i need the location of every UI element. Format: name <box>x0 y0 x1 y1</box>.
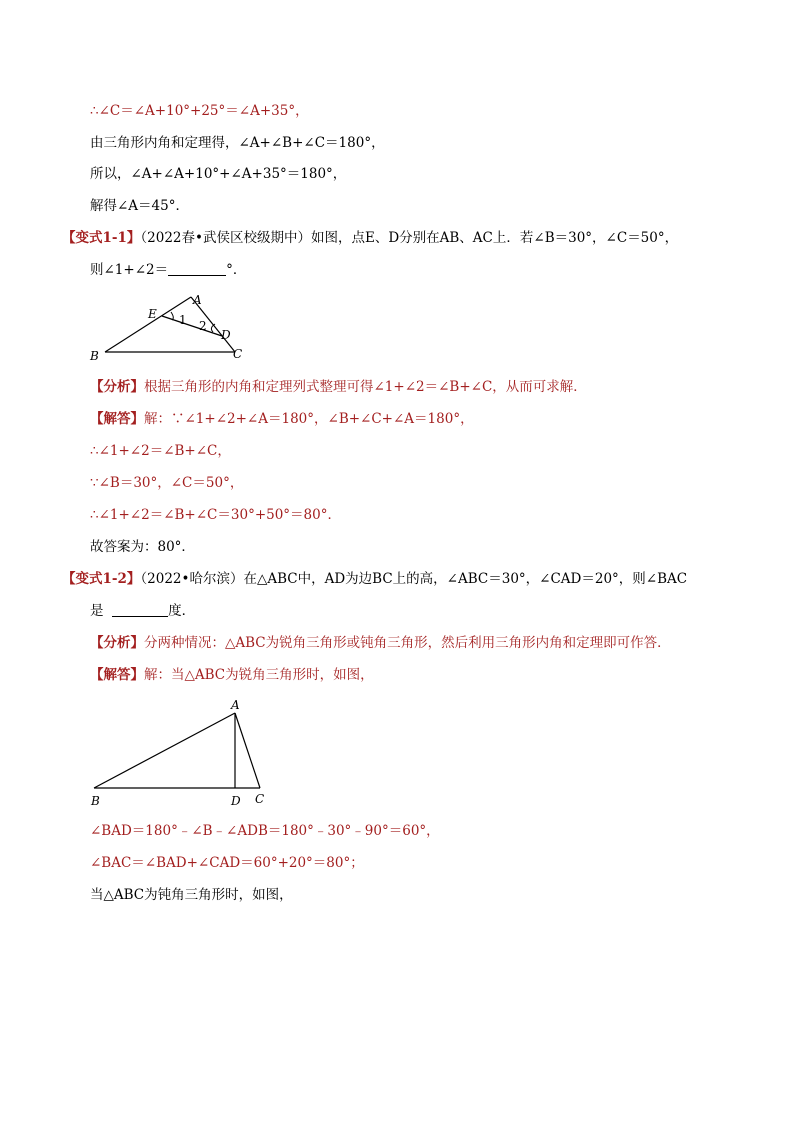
answer-text: 解：当△ABC为锐角三角形时，如图， <box>144 667 374 683</box>
analysis-text: 根据三角形的内角和定理列式整理可得∠1+∠2＝∠B+∠C，从而可求解． <box>144 379 587 395</box>
label-c: C <box>233 347 243 361</box>
variant-1-2-question-text: （2022•哈尔滨）在△ABC中，AD为边BC上的高，∠ABC＝30°，∠CAD＝20°，则∠BAC <box>140 571 688 587</box>
variant-1-1-figure <box>85 288 255 368</box>
variant-1-1-answer-line4: ∴∠1+∠2＝∠B+∠C＝30°+50°＝80°． <box>90 507 341 523</box>
solution-line-2: 由三角形内角和定理得，∠A+∠B+∠C＝180°， <box>90 135 385 151</box>
segment-ba <box>94 713 235 788</box>
label-b: B <box>90 349 99 363</box>
analysis-text: 分两种情况：△ABC为锐角三角形或钝角三角形，然后利用三角形内角和定理即可作答． <box>144 635 671 651</box>
variant-1-1-question-line2 <box>90 261 246 279</box>
variant-1-2-question <box>62 570 687 588</box>
solution-line-3: 所以，∠A+∠A+10°+∠A+35°＝180°， <box>90 166 347 182</box>
label-b: B <box>91 794 100 808</box>
variant-1-2-answer-line1 <box>90 666 374 684</box>
variant-1-1-tag: 【变式1-1】 <box>62 230 141 246</box>
solution-line-1: ∴∠C＝∠A+10°+25°＝∠A+35°， <box>90 103 309 119</box>
variant-1-1-question-text: （2022春•武侯区校级期中）如图，点E、D分别在AB、AC上．若∠B＝30°，∠C＝50°， <box>140 230 679 246</box>
solution-line-4: 解得∠A＝45°． <box>90 198 189 214</box>
answer-text: 解：∵∠1+∠2+∠A＝180°，∠B+∠C+∠A＝180°， <box>144 411 474 427</box>
variant-1-1-question <box>62 229 678 247</box>
label-c: C <box>255 792 265 806</box>
answer-blank <box>168 263 226 276</box>
variant-1-2-calc-line2: ∠BAC＝∠BAD+∠CAD＝60°+20°＝80°； <box>90 855 364 871</box>
label-e: E <box>148 307 157 321</box>
analysis-tag: 【分析】 <box>90 635 144 651</box>
answer-blank <box>112 604 168 617</box>
question-suffix: °． <box>226 262 247 278</box>
variant-1-1-answer-line1 <box>90 410 474 428</box>
variant-1-1-analysis <box>90 378 587 396</box>
angle-2-arc <box>211 324 215 332</box>
variant-1-2-answer-last: 当△ABC为钝角三角形时，如图， <box>90 887 293 903</box>
variant-1-2-tag: 【变式1-2】 <box>62 571 141 587</box>
question-prefix: 是 <box>90 603 104 619</box>
label-a: A <box>231 698 240 712</box>
question-prefix: 则∠1+∠2＝ <box>90 262 169 278</box>
segment-ac <box>235 713 260 788</box>
answer-tag: 【解答】 <box>90 667 144 683</box>
variant-1-2-figure <box>85 695 275 810</box>
variant-1-2-question-line2 <box>90 602 195 620</box>
variant-1-2-calc-line1: ∠BAD＝180°﹣∠B﹣∠ADB＝180°﹣30°﹣90°＝60°， <box>90 823 440 839</box>
label-angle-2: 2 <box>199 319 207 333</box>
label-a: A <box>193 293 202 307</box>
label-d: D <box>231 794 241 808</box>
variant-1-2-analysis <box>90 634 671 652</box>
question-suffix: 度． <box>168 603 196 619</box>
analysis-tag: 【分析】 <box>90 379 144 395</box>
label-angle-1: 1 <box>179 313 187 327</box>
answer-tag: 【解答】 <box>90 411 144 427</box>
variant-1-1-answer-line2: ∴∠1+∠2＝∠B+∠C， <box>90 443 231 459</box>
variant-1-1-answer-line5: 故答案为：80°． <box>90 539 195 555</box>
variant-1-1-answer-line3: ∵∠B＝30°，∠C＝50°， <box>90 475 244 491</box>
label-d: D <box>221 328 231 342</box>
